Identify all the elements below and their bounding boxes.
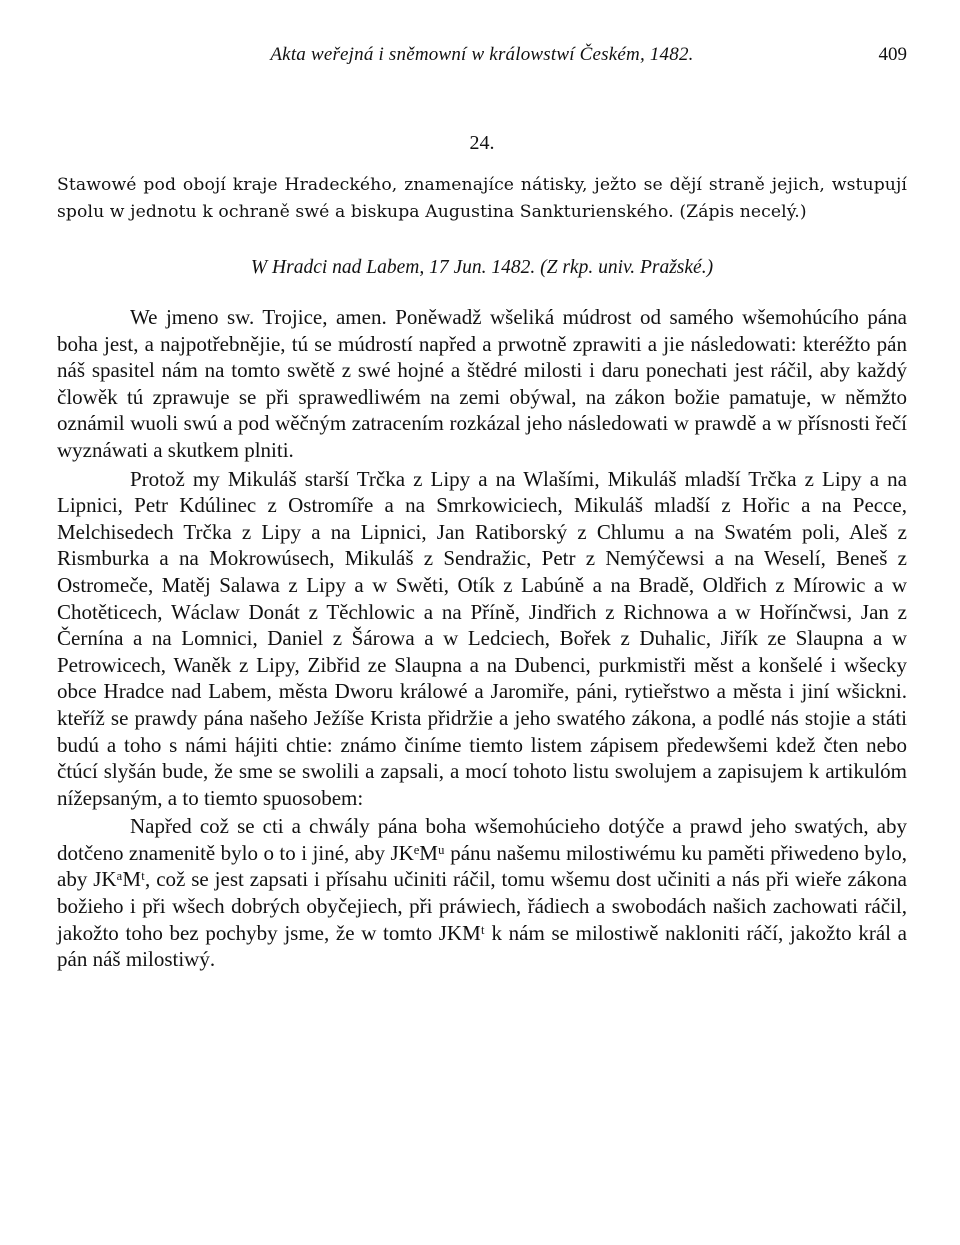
running-header [57, 42, 907, 76]
document-page [57, 42, 907, 973]
document-number: 24. [469, 132, 495, 154]
body-text [57, 304, 907, 973]
running-title: Akta weřejná i sněmowní w králowstwí Českém, 1482. [270, 44, 694, 65]
paragraph: Protož my Mikuláš starší Trčka z Lipy a na Wlašími, Mikuláš mladší Trčka z Lipy a na Lipnici, Petr Kdúlinec z Ostromíře a na Smrkowiciech, Mikuláš mladší z Hořic a na Pecce, Melchisedech Trčka z Lipy a na Lipnici, Jan Ratiborský z Chlumu a na Swatém poli, Aleš z Rismburka a na Mokrowúsech, Mikuláš z Sendražic, Petr z Nemýčewsi a na Weselí, Beneš z Ostromeče, Matěj Salawa z Lipy a w Swěti, Otík z Labúně a na Bradě, Oldřich z Mírowic a w Chotěticech, Wáclaw Donát z Těchlowic a na Příně, Jindřich z Richnowa a w Hořínčwsi, Jan z Černína a na Lomnici, Daniel z Šárowa a w Ledciech, Bořek z Duhalic, Jiřík ze Slaupna a w Petrowicech, Waněk z Lipy, Zibřid ze Slaupna a na Dubenci, purkmistři měst a konšelé i wšecky obce Hradce nad Labem, města Dworu králowé a Jaromiře, páni, rytieřstwo a města i jiní wšickni. kteříž se prawdy pána našeho Ježíše Krista přidržie a jeho swatého zákona, a podlé nás stojie a státi budú a toho s námi hájiti chtie: známo činíme tiemto listem zápisem předewšemi kdež čten nebo čtúcí slyšán bude, že sme se swolili a zapsali, a mocí tohoto listu swolujem a zapisujem k artikulóm nížepsaným, a to tiemto spuosobem: [57, 466, 907, 810]
paragraph: Napřed což se cti a chwály pána boha wšemohúcieho dotýče a prawd jeho swatých, aby dotčeno znamenitě bylo o to i jiné, aby JKᵉMᵘ pánu našemu milostiwému ku paměti přiwedeno bylo, aby JKᵃMᵗ, což se jest zapsati i přísahu učiniti ráčil, tomu wšemu dost učiniti a nás při wieře zákona božieho i při wšech dobrých obyčejiech, při práwiech, řádiech a swobodách našich zachowati ráčil, jakožto toho bez pochyby jsme, že w tomto JKMᵗ k nám se milostiwě nakloniti ráčí, jakožto král a pán náš milostiwý. [57, 814, 907, 972]
paragraph: We jmeno sw. Trojice, amen. Poněwadž wšeliká múdrost od samého wšemohúcího pána boha jest, a najpotřebnějie, tú se múdrostí napřed a prwotně zprawiti a jie následowati: kteréžto pán náš spasitel nám na tomto swětě z swé hojné a štědré milosti i daru ponechati jest ráčil, aby každý člowěk tú zprawuje se při sprawedliwém na zemi obýwal, na zákon božie pamatuje, w němžto oznámil wuoli swú a pod wěčným zatracením rozkázal jeho následowati w prawdě a w přísnosti řečí wyznáwati a skutkem plniti. [57, 305, 907, 462]
document-abstract: Stawowé pod obojí kraje Hradeckého, znamenajíce nátisky, ježto se dějí straně jejich, wstupují spolu w jednotu k ochraně swé a biskupa Augustina Sankturienského. (Zápis necelý.) [57, 175, 907, 222]
document-dateline: W Hradci nad Labem, 17 Jun. 1482. (Z rkp. univ. Pražské.) [250, 257, 714, 278]
page-number: 409 [878, 44, 907, 65]
